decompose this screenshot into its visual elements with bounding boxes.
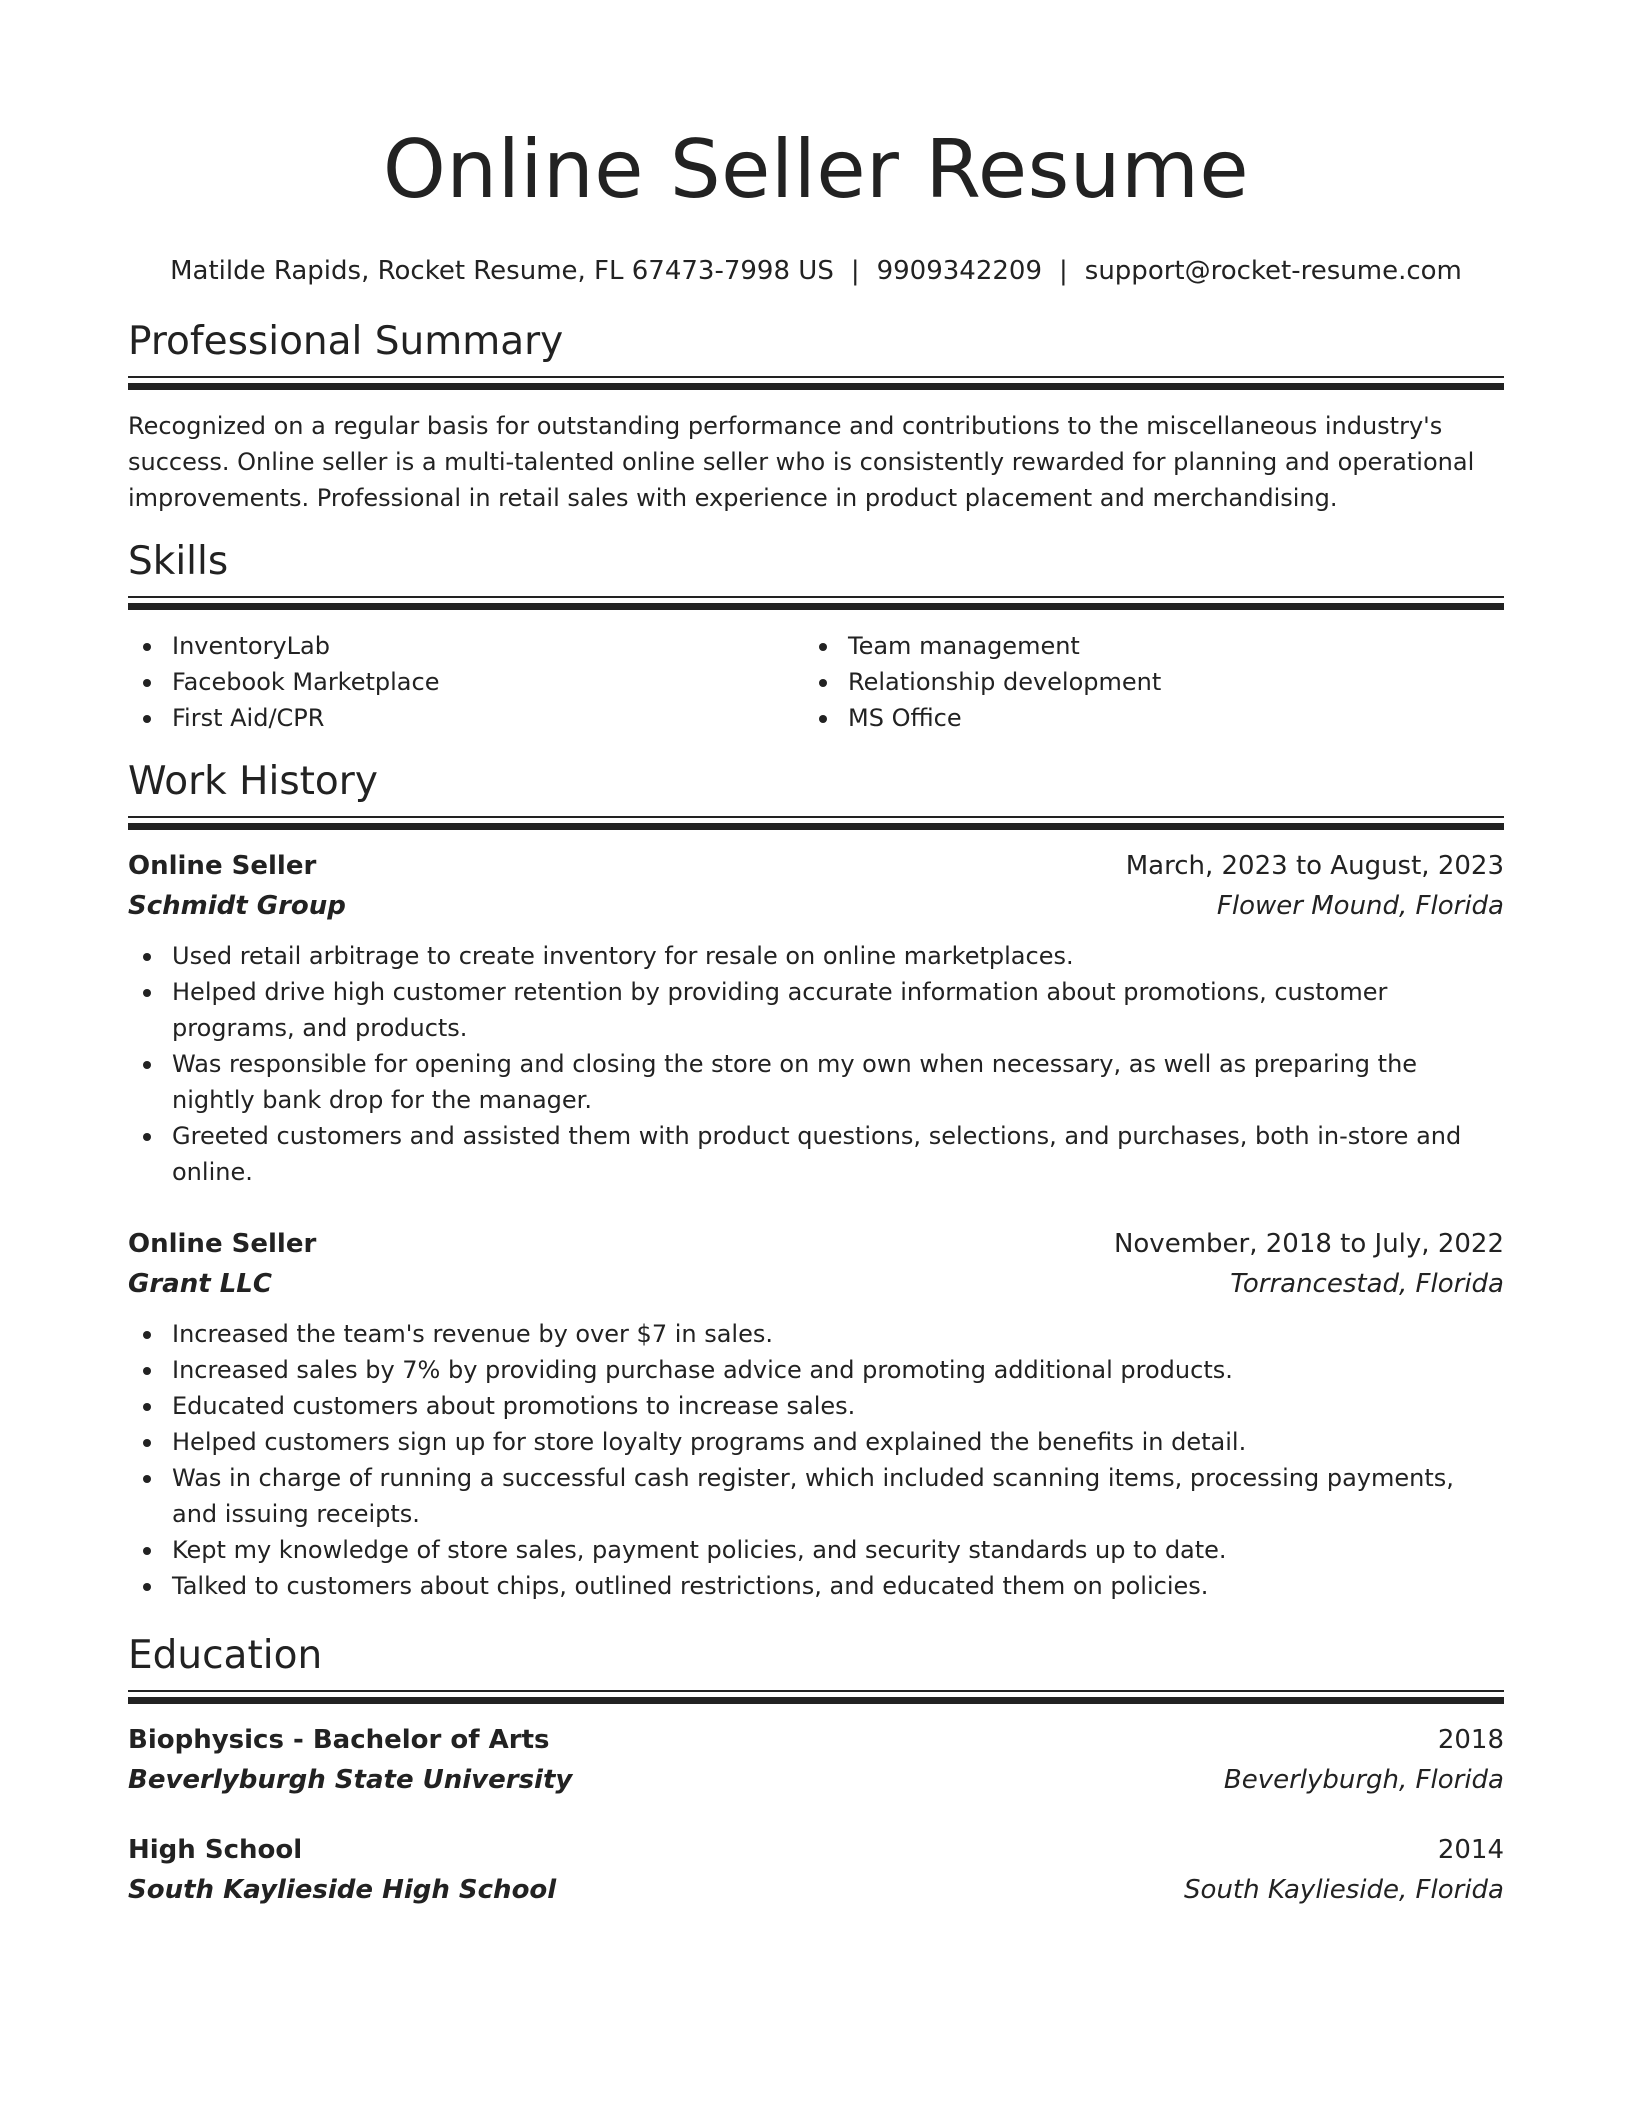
skill-item: InventoryLab (128, 628, 816, 664)
education-location: Beverlyburgh, Florida (1223, 1765, 1504, 1795)
contact-line (128, 254, 1504, 288)
education-entry (128, 1830, 1504, 1910)
job-entry (128, 1224, 1504, 1604)
job-entry (128, 846, 1504, 1190)
education-header (128, 1830, 1504, 1870)
section-heading-summary: Professional Summary (128, 319, 564, 364)
section-heading-work: Work History (128, 759, 378, 804)
skill-item: MS Office (804, 700, 1492, 736)
section-heading-education: Education (128, 1633, 323, 1678)
job-header (128, 846, 1504, 886)
job-subheader (128, 1264, 1504, 1304)
job-bullet: Increased sales by 7% by providing purchase advice and promoting additional products. (128, 1352, 1504, 1388)
education-year: 2018 (1437, 1725, 1504, 1755)
contact-address: Matilde Rapids, Rocket Resume, FL 67473-7998 US (170, 256, 834, 286)
education-school: Beverlyburgh State University (128, 1765, 573, 1795)
job-bullet: Greeted customers and assisted them with product questions, selections, and purchases, both in-store and online. (128, 1118, 1504, 1190)
job-header (128, 1224, 1504, 1264)
contact-separator: | (1059, 256, 1068, 286)
skills-list-left (128, 628, 816, 736)
summary-text: Recognized on a regular basis for outstanding performance and contributions to the miscellaneous industry's success. Online seller is a multi-talented online seller who is consistently rewarded for planning and operational improvements. Professional in retail sales with experience in product placement and merchandising. (128, 412, 1475, 512)
education-subheader (128, 1760, 1504, 1800)
job-title: Online Seller (128, 851, 317, 881)
section-divider (128, 816, 1504, 830)
job-dates: November, 2018 to July, 2022 (1113, 1229, 1504, 1259)
job-bullet: Used retail arbitrage to create inventory for resale on online marketplaces. (128, 938, 1504, 974)
work-section (128, 758, 1504, 1604)
education-degree: Biophysics - Bachelor of Arts (128, 1725, 550, 1755)
skill-item: First Aid/CPR (128, 700, 816, 736)
contact-phone: 9909342209 (876, 256, 1043, 286)
summary-section (128, 318, 1504, 516)
section-heading-skills: Skills (128, 539, 229, 584)
section-divider (128, 596, 1504, 610)
education-degree: High School (128, 1835, 303, 1865)
job-bullet: Helped drive high customer retention by providing accurate information about promotions, customer programs, and products. (128, 974, 1504, 1046)
education-subheader (128, 1870, 1504, 1910)
section-divider (128, 1690, 1504, 1704)
contact-separator: | (850, 256, 860, 286)
education-year: 2014 (1437, 1835, 1504, 1865)
job-dates: March, 2023 to August, 2023 (1125, 851, 1504, 881)
contact-email: support@rocket-resume.com (1084, 256, 1462, 286)
education-section (128, 1632, 1504, 1910)
resume-title: Online Seller Resume (382, 123, 1250, 216)
job-bullets (128, 1316, 1504, 1604)
skill-item: Facebook Marketplace (128, 664, 816, 700)
job-bullet: Educated customers about promotions to increase sales. (128, 1388, 1504, 1424)
skill-item: Team management (804, 628, 1492, 664)
education-location: South Kaylieside, Florida (1184, 1875, 1504, 1905)
job-bullet: Kept my knowledge of store sales, payment policies, and security standards up to date. (128, 1532, 1504, 1568)
job-subheader (128, 886, 1504, 926)
job-title: Online Seller (128, 1229, 317, 1259)
job-bullet: Increased the team's revenue by over $7 in sales. (128, 1316, 1504, 1352)
job-company: Grant LLC (128, 1269, 272, 1299)
skills-list-right (816, 628, 1504, 736)
education-school: South Kaylieside High School (128, 1875, 557, 1905)
job-location: Flower Mound, Florida (1216, 891, 1504, 921)
job-location: Torrancestad, Florida (1230, 1269, 1504, 1299)
job-bullet: Talked to customers about chips, outlined restrictions, and educated them on policies. (128, 1568, 1504, 1604)
job-company: Schmidt Group (128, 891, 346, 921)
education-entry (128, 1720, 1504, 1800)
section-divider (128, 376, 1504, 390)
education-header (128, 1720, 1504, 1760)
job-bullet: Was in charge of running a successful cash register, which included scanning items, processing payments, and issuing receipts. (128, 1460, 1504, 1532)
job-bullet: Was responsible for opening and closing the store on my own when necessary, as well as preparing the nightly bank drop for the manager. (128, 1046, 1504, 1118)
job-bullet: Helped customers sign up for store loyalty programs and explained the benefits in detail. (128, 1424, 1504, 1460)
skills-columns (128, 628, 1504, 736)
job-bullets (128, 938, 1504, 1190)
skills-section (128, 538, 1504, 736)
skill-item: Relationship development (804, 664, 1492, 700)
